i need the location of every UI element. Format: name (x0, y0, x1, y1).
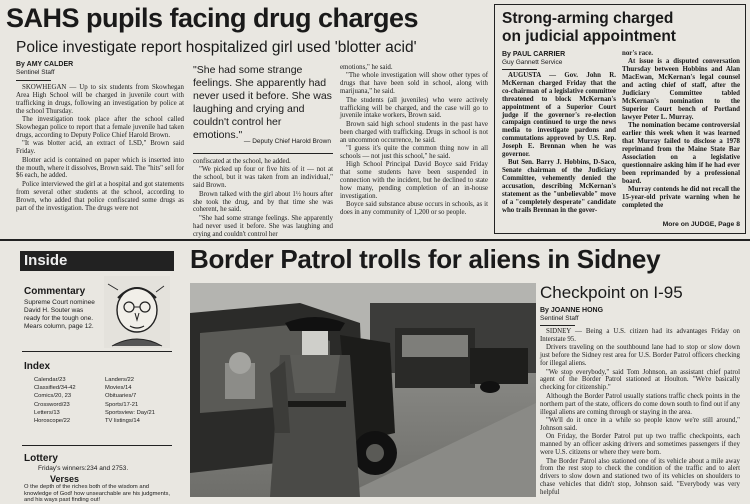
index-item: TV listings/14 (105, 418, 140, 425)
index-item: Movies/14 (105, 385, 132, 392)
paragraph: SIDNEY — Being a U.S. citizen had its advantages Friday on Interstate 95. (540, 328, 740, 343)
paragraph: Boyce said substance abuse occurs in schools, as it does in any community of 1,200 or so people. (340, 201, 488, 217)
paragraph: emotions," he said. (340, 64, 393, 71)
verses-title: Verses (50, 474, 80, 484)
paragraph: At issue is a disputed conversation Thursday between Hobbins and Alan MacEwan, McKernan's legal counsel and acting chief of staff, after the Judiciary Committee tabled McKernan's nomination to the Superior Court bench of Portland lawyer Peter L. Murray. (622, 58, 740, 121)
feature-byline: By JOANNE HONG (540, 307, 604, 314)
paragraph: SKOWHEGAN — Up to six students from Skowhegan Area High School will be charged in juvenile court with trafficking in drugs, following an investigation by police at the school Thursday. (16, 84, 184, 115)
commentary-text: Supreme Court nominee David H. Souter was ready for the tough one. Mears column, page 12. (24, 299, 95, 330)
paragraph: "The whole investigation will show other types of drugs that have been sold in school, along with marijuana," he said. (340, 72, 488, 96)
paragraph: Although the Border Patrol usually stations traffic check points in the northern part of the state, officers do come down south to find out if any illegal aliens are coming through or staying in the area. (540, 392, 740, 416)
lead-col1 (16, 84, 184, 234)
index-item: Crossword/23 (34, 401, 70, 408)
sidebar-headline-line: Strong-arming charged (502, 10, 674, 27)
index-title: Index (24, 361, 51, 372)
commentary-cartoon (104, 276, 170, 348)
paragraph: On Friday, the Border Patrol put up two traffic checkpoints, each manned by an officer asking drivers and sometimes passengers if they were U.S. citizens or where they were born. (540, 433, 740, 457)
lottery-text: Friday's winners:234 and 2753. (38, 465, 129, 472)
feature-body (540, 328, 740, 497)
byline-rule (540, 325, 575, 326)
sidebar-byline: By PAUL CARRIER (502, 51, 566, 58)
feature-headline: Border Patrol trolls for aliens in Sidney (190, 244, 661, 274)
paragraph: But Sen. Barry J. Hobbins, D-Saco, Senate chairman of the Judiciary Committee, vehemently denied the accusation, describing McKernan's statement as the "unbelievable" move of a "completely desperate" candidate who trails Brennan in the gover- (502, 159, 616, 214)
inside-rule (22, 445, 172, 446)
lottery-title: Lottery (24, 453, 58, 464)
index-item: Classified/34-42 (34, 385, 76, 392)
sidebar-jump-line: More on JUDGE, Page 8 (662, 221, 740, 228)
index-item: Landers/22 (105, 377, 135, 383)
paragraph: "I guess it's quite the common thing now in all schools — not just this school," he said. (340, 145, 488, 160)
byline-rule (502, 69, 537, 70)
paragraph: AUGUSTA — Gov. John R. McKernan charged Friday that the co-chairman of a legislative committee threatened to block McKernan's appointment of a Superior Court judge if the governor's re-election campaign continued to urge the news media to investigate pardons and commutations approved by U.S. Rep. Joseph E. Brennan when he was governor. (502, 72, 616, 159)
feature-subhead: Checkpoint on I-95 (540, 283, 683, 302)
commentary-title: Commentary (24, 286, 86, 297)
index-item: Calendar/23 (34, 377, 66, 383)
byline-rule (16, 80, 51, 81)
inside-rule (22, 351, 172, 352)
sidebar-staff: Guy Gannett Service (502, 59, 563, 66)
pull-quote-attribution: — Deputy Chief Harold Brown (243, 138, 331, 145)
index-item: Sports/17-21 (105, 401, 139, 408)
paragraph: The students (all juveniles) who were actively trafficking will be charged, and the case will go to juvenile intake workers, Brown said. (340, 96, 488, 120)
sidebar-col1 (502, 72, 616, 232)
sidebar-headline (502, 10, 742, 46)
paragraph: "It was blotter acid, an extract of LSD," Brown said Friday. (16, 140, 184, 156)
paragraph: "We'll do it once in a while so people know we're still around," Johnson said. (540, 416, 740, 432)
lead-col3 (340, 64, 488, 236)
paragraph: The nomination became controversial earlier this week when it was learned that Murray failed to disclose a 1978 reprimand from the Maine State Bar Association on a legislative questionnaire asking him if he had ever been reprimanded by a professional board. (622, 122, 740, 185)
paragraph: The Border Patrol also stationed one of its vehicle about a mile away from the rest stop to check the condition of the traffic and to alert drivers to slow down and stationed two of its vehicles on shoulders to chase vehicles that didn't stop, Johnson said. "Everybody was very helpful (540, 457, 740, 497)
index-item: Letters/13 (34, 409, 60, 416)
paragraph: confiscated at the school, he added. (193, 158, 291, 165)
index-item: Horoscope/22 (34, 418, 71, 425)
section-divider (0, 239, 750, 241)
index-item: Sportsview: Day/21 (105, 409, 155, 416)
index-item: Comics/20, 23 (34, 393, 72, 400)
lead-col2 (193, 158, 333, 236)
feature-staff: Sentinel Staff (540, 315, 579, 322)
sidebar-headline-line: on judicial appointment (502, 28, 676, 45)
index-item: Obituaries/7 (105, 393, 137, 400)
paragraph: Murray contends he did not recall the 15-year-old private warning when he completed the (622, 185, 740, 209)
pull-quote: "She had some strange feelings. She apparently had never used it before. She was laughing and crying and couldn't control her emotions." (193, 64, 332, 141)
paragraph: Drivers traveling on the southbound lane had to stop or slow down just before the Sidney rest area for U.S. Border Patrol officers checking for illegal aliens. (540, 344, 740, 368)
lead-byline: By AMY CALDER (16, 61, 74, 68)
paragraph: "We stop everybody," said Tom Johnson, an assistant chief patrol agent of the Border Patrol stationed at Houlton. "We're basically checking for citizenship." (540, 368, 740, 392)
lead-staff: Sentinel Staff (16, 69, 55, 76)
paragraph: "We picked up four or five hits of it — not at the school, but it was taken from an individual," said Brown. (193, 166, 333, 190)
pull-quote-rule (193, 153, 333, 154)
lead-deck: Police investigate report hospitalized girl used 'blotter acid' (16, 39, 417, 56)
paragraph: Police interviewed the girl at a hospital and got statements from several other students at the school, according to Brown, who added that police confiscated some drugs as part of the investigation. The drugs were not (16, 180, 184, 212)
paragraph: High School Principal David Boyce said Friday that some students have been suspended in connection with the incident, but he declined to state how many, pending completion of an in-house investigation. (340, 161, 488, 200)
index-list (34, 376, 170, 425)
sidebar-col2 (622, 50, 740, 222)
paragraph: nor's race. (622, 50, 653, 57)
lead-headline: SAHS pupils facing drug charges (6, 3, 419, 33)
paragraph: Brown said high school students in the past have been charged with trafficking. Drugs in school is not an uncommon occurrence, he said. (340, 120, 488, 144)
verses-text: O the depth of the riches both of the wisdom and knowledge of God! how unsearchable are his judgments, and his ways past finding out! (24, 484, 170, 503)
inside-header: Inside (20, 251, 174, 271)
paragraph: Brown talked with the girl about 1½ hours after she took the drug, and by that time she was coherent, he said. (193, 190, 333, 214)
paragraph: The investigation took place after the school called Skowhegan police to report that a female juvenile had taken drugs, according to Deputy Police Chief Harold Brown. (16, 116, 184, 139)
paragraph: Blotter acid is contained on paper which is inserted into the mouth, where it dissolves, Brown said. The "hits" sell for $6 each, he added. (16, 156, 184, 180)
paragraph: "She had some strange feelings. She apparently had never used it before. She was laughing and crying and couldn't control her (193, 214, 333, 238)
border-patrol-photo (190, 283, 536, 497)
